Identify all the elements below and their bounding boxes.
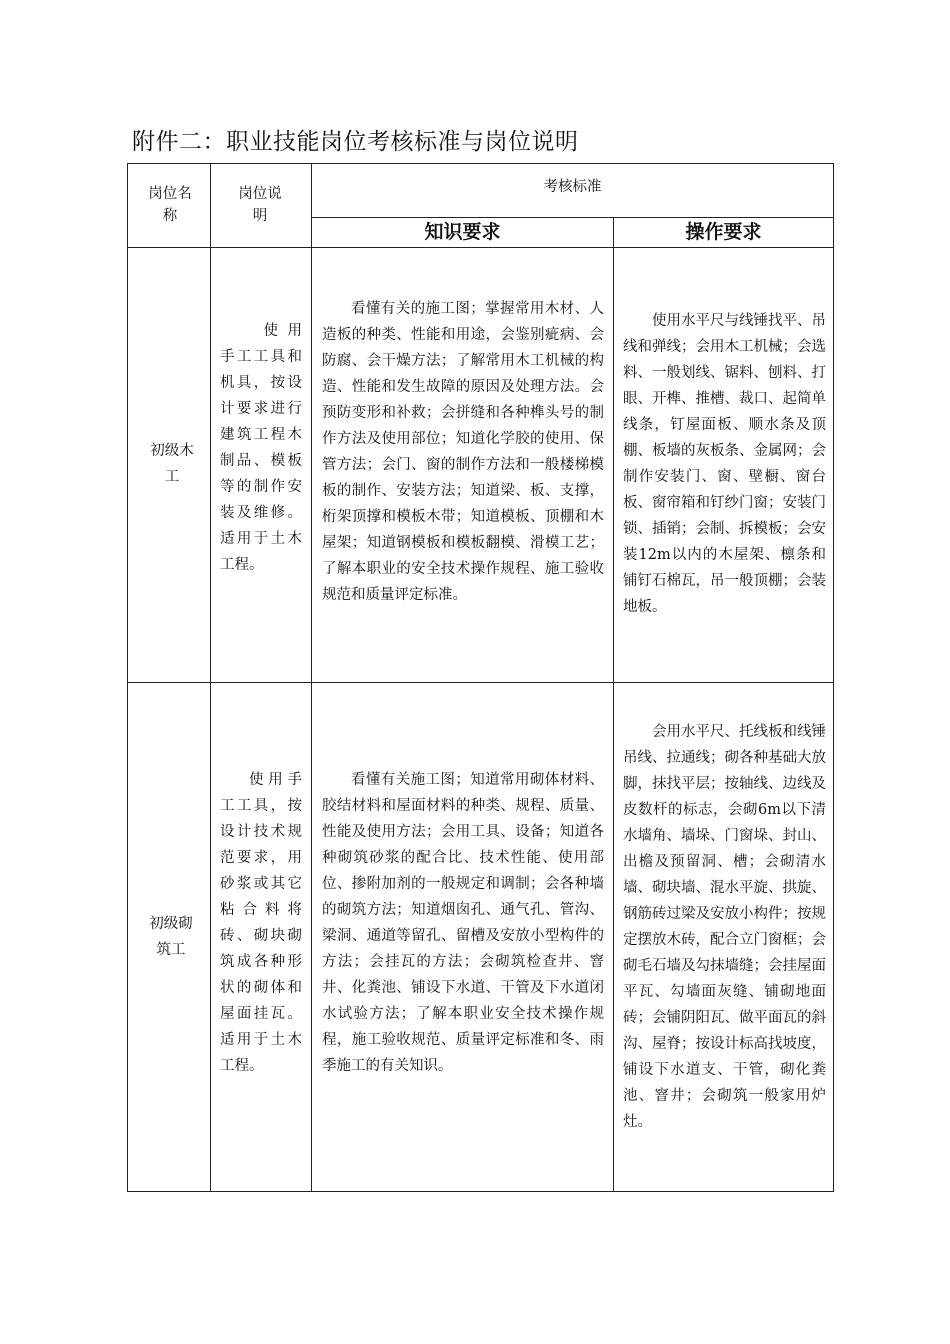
table-row-divider bbox=[127, 682, 834, 683]
row2-knowledge-text: 看懂有关施工图；知道常用砌体材料、胶结材料和屋面材料的种类、规程、质量、性能及使用方法；会用工具、设备；知道各种砌筑砂浆的配合比、技术性能、使用部位、掺附加剂的一般规定和调制；会各种墙的砌筑方法；知道烟囱孔、通气孔、管沟、梁洞、通道等留孔、留槽及安放小型构件的方法；会挂瓦的方法；会砌筑检查井、窨井、化粪池、铺设下水道、干管及下水道闭水试验方法；了解本职业安全技术操作规程，施工验收规范、质量评定标准和冬、雨季施工的有关知识。 bbox=[322, 772, 604, 1074]
row1-knowledge-text: 看懂有关的施工图；掌握常用木材、人造板的种类、性能和用途，会鉴别疵病、会防腐、会干燥方法；了解常用木工机械的构造、性能和发生故障的原因及处理方法。会预防变形和补救；会拼缝和各种榫头号的制作方法及使用部位；知道化学胶的使用、保管方法；会门、窗的制作方法和一般楼梯模板的制作、安装方法；知道梁、板、支撑，桁架顶撑和模板木带；知道模板、顶棚和木屋架；知道钢模板和模板翻模、滑模工艺；了解本职业的安全技术操作规程、施工验收规范和质量评定标准。 bbox=[322, 301, 604, 603]
header-operation-requirements: 操作要求 bbox=[685, 221, 762, 243]
table-border-right bbox=[833, 163, 834, 1192]
table-col-divider-1 bbox=[210, 163, 211, 1192]
row2-operation-text: 会用水平尺、托线板和线锤吊线、拉通线；砌各种基础大放脚，抹找平层；按轴线、边线及皮数杆的标志，会砌6m以下清水墙角、墙垛、门窗垛、封山、出檐及预留洞、槽；会砌清水墙、砌块墙、混水平旋、拱旋、钢筋砖过梁及安放小构件；按规定摆放木砖，配合立门窗框；会砌毛石墙及勾抹墙缝；会挂屋面平瓦、勾墙面灰缝、铺砌地面砖；会铺阴阳瓦、做平面瓦的斜沟、屋脊；按设计标高找坡度，铺设下水道支、干管，砌化粪池、窨井；会砌筑一般家用炉灶。 bbox=[623, 724, 826, 1130]
header-position-name: 岗位名称 bbox=[148, 186, 192, 224]
row1-position-description: 使用手工工具和机具，按设计要求进行建筑工程木制品、模板等的制作安装及维修。适用于土木工程。 bbox=[220, 323, 302, 573]
header-assessment-standard: 考核标准 bbox=[543, 179, 602, 195]
table-border-bottom bbox=[127, 1191, 834, 1192]
document-title: 附件二：职业技能岗位考核标准与岗位说明 bbox=[132, 129, 579, 155]
table-col-divider-3 bbox=[613, 217, 614, 1192]
row1-operation-text: 使用水平尺与线锤找平、吊线和弹线；会用木工机械；会选料、一般划线、锯料、刨料、打眼、开榫、推槽、裁口、起简单线条，钉屋面板、顺水条及顶棚、板墙的灰板条、金属网；会制作安装门、窗、壁橱、窗台板、窗帘箱和钉纱门窗；安装门锁、插销；会制、拆模板；会安装12m以内的木屋架、檩条和铺钉石棉瓦，吊一般顶棚；会装地板。 bbox=[623, 313, 826, 615]
header-knowledge-requirements: 知识要求 bbox=[424, 221, 501, 243]
row1-position-name: 初级木工 bbox=[150, 443, 194, 485]
table-col-divider-2 bbox=[311, 163, 312, 1192]
row2-position-description: 使用手工工具，按设计技术规范要求，用砂浆或其它粘合料将砖、砌块砌筑成各种形状的砌体和屋面挂瓦。适用于土木工程。 bbox=[220, 772, 302, 1074]
table-header-bottom bbox=[127, 247, 834, 248]
row2-position-name: 初级砌筑工 bbox=[149, 916, 193, 958]
table-border-top bbox=[127, 163, 834, 164]
header-position-description: 岗位说明 bbox=[238, 186, 282, 224]
table-border-left bbox=[127, 163, 128, 1192]
